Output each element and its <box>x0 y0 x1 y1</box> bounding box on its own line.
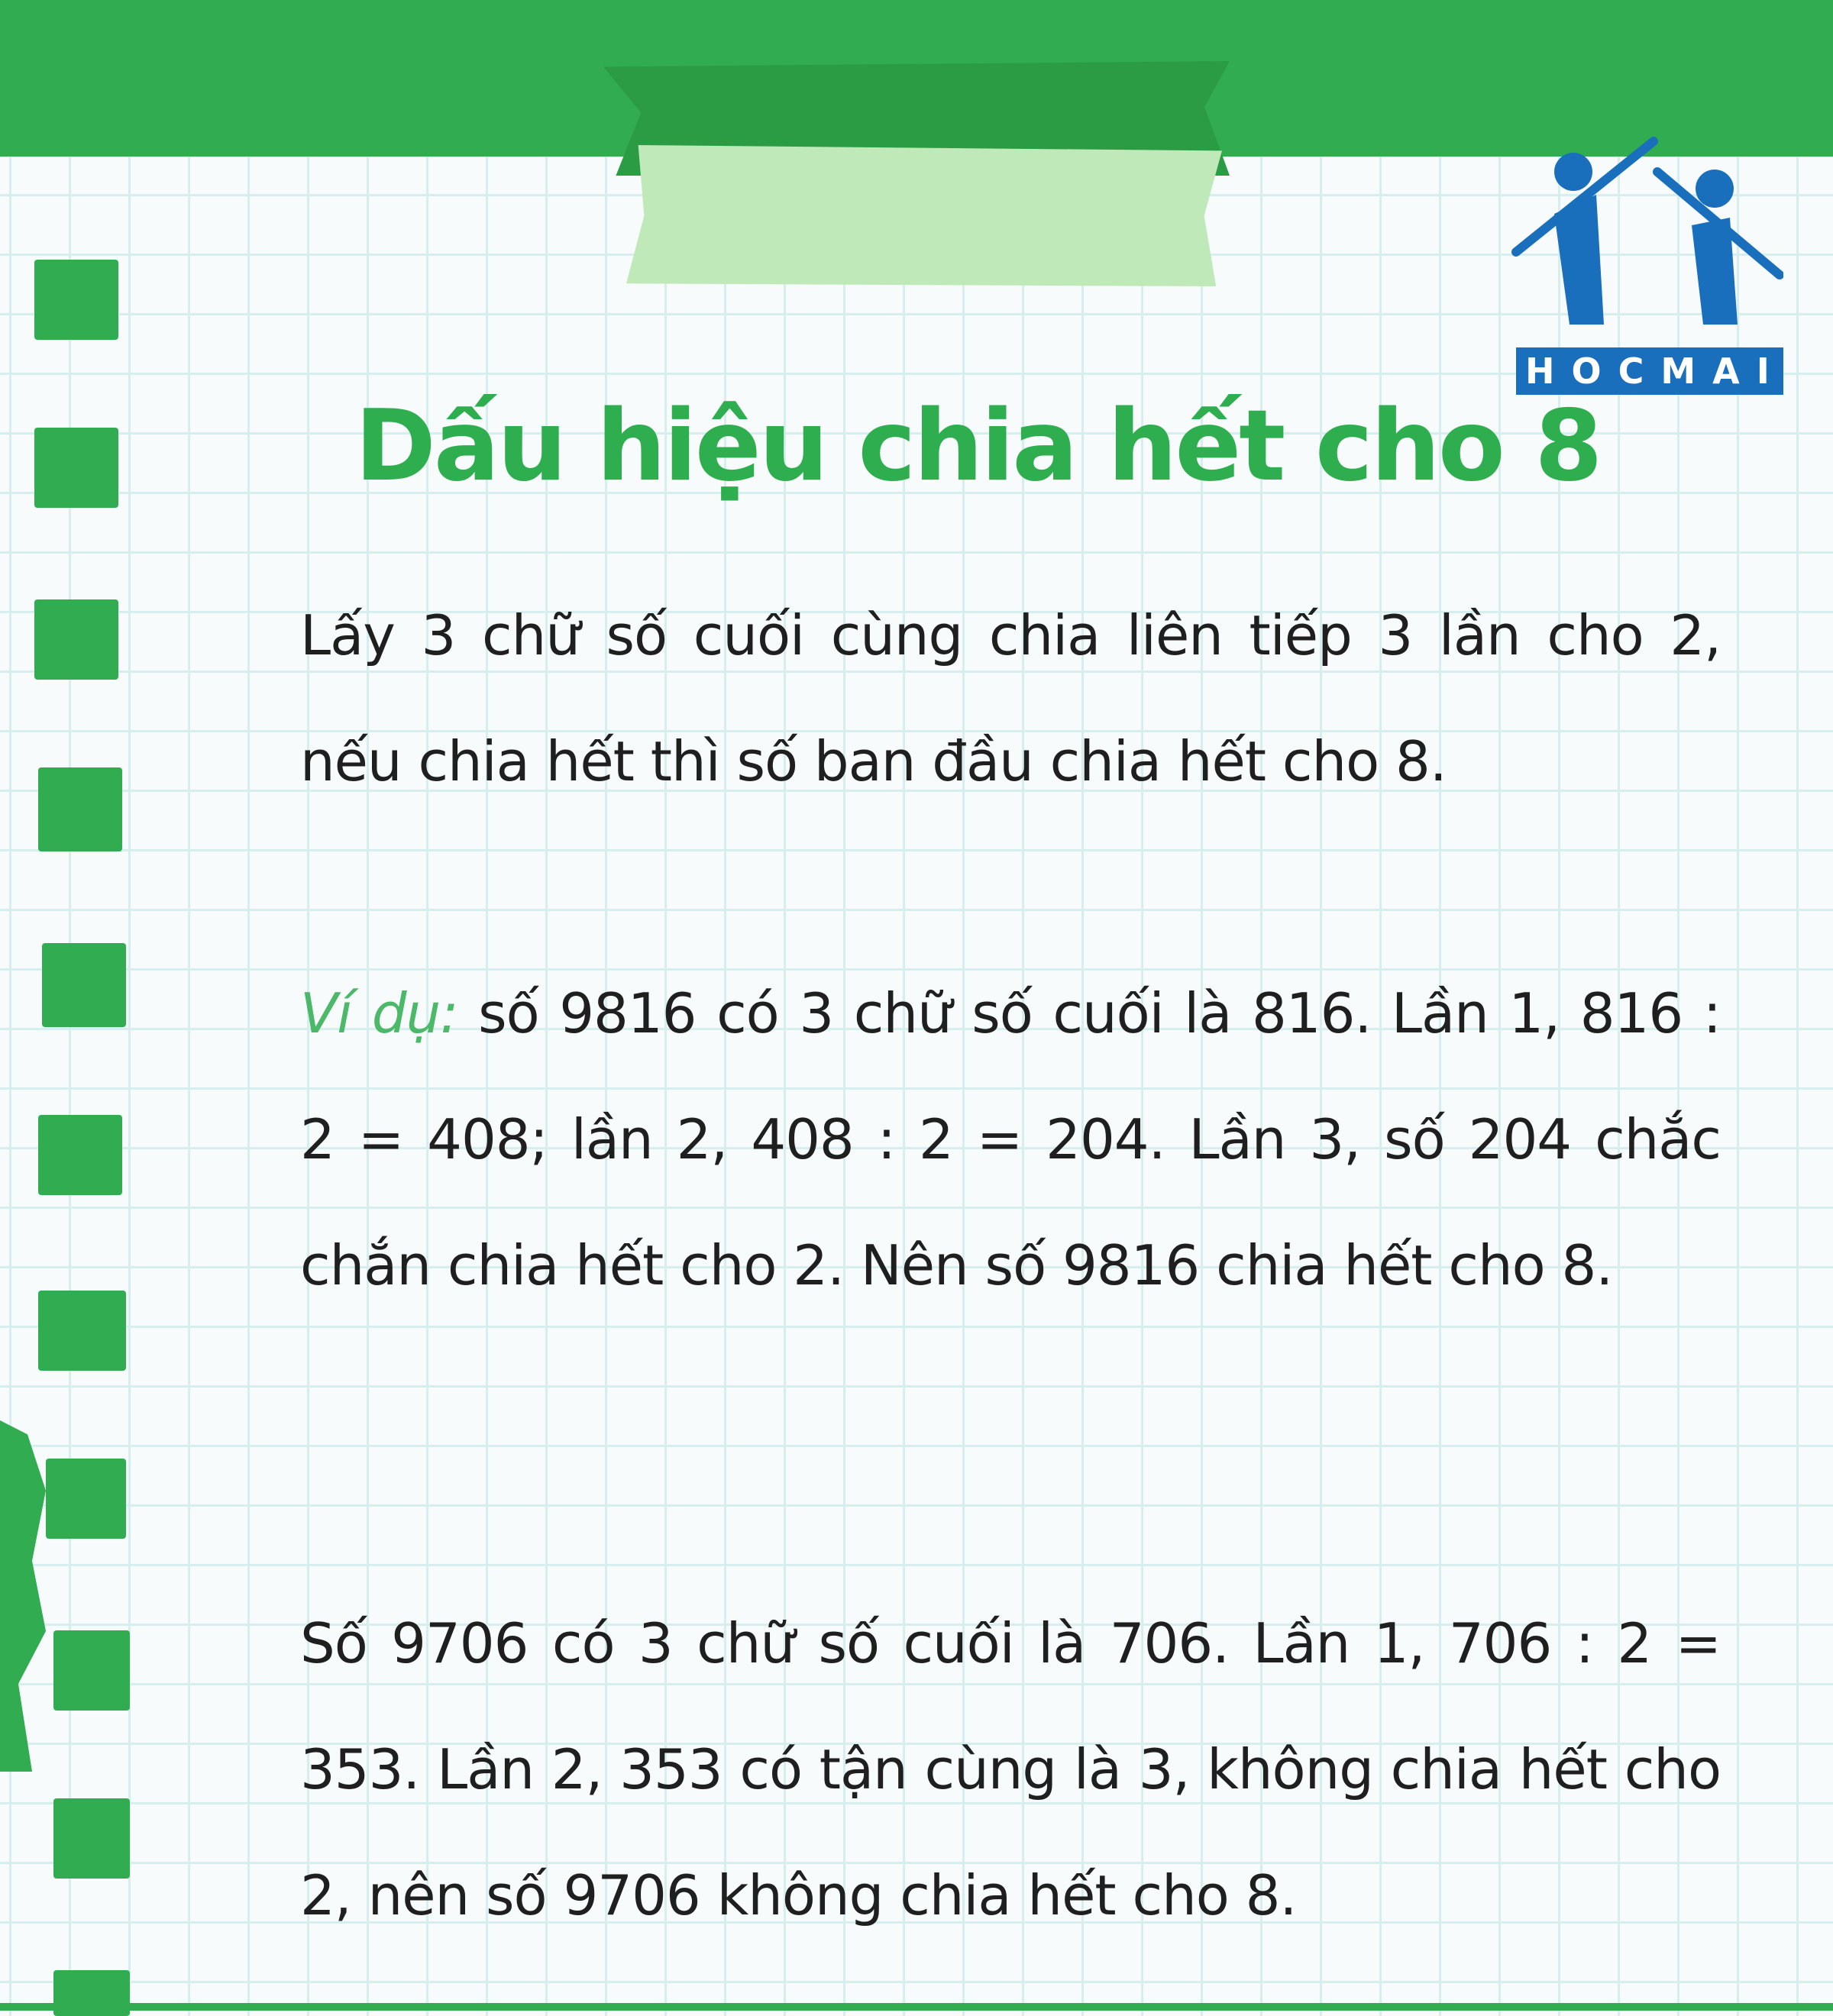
bottom-green-line <box>0 2003 1833 2011</box>
example-text: số 9816 có 3 chữ số cuối là 816. Lần 1, 816 : 2 = 408; lần 2, 408 : 2 = 204. Lần 3, số 204 chắc chắn chia hết cho 2. Nên số 9816 chia hết cho 8. <box>300 981 1721 1297</box>
rule-paragraph: Lấy 3 chữ số cuối cùng chia liên tiếp 3 lần cho 2, nếu chia hết thì số ban đầu chia hết cho 8. <box>300 603 1721 793</box>
binder-hole <box>38 1291 126 1371</box>
binder-hole <box>42 943 126 1027</box>
counter-example-paragraph: Số 9706 có 3 chữ số cuối là 706. Lần 1, 706 : 2 = 353. Lần 2, 353 có tận cùng là 3, không chia hết cho 2, nên số 9706 không chia hết cho 8. <box>300 1611 1721 1927</box>
binder-hole <box>34 260 118 340</box>
binder-hole <box>38 767 122 851</box>
tape-light-strip <box>626 145 1222 286</box>
binder-hole <box>53 1798 130 1879</box>
binder-hole <box>34 428 118 508</box>
example-paragraph <box>300 951 1721 1329</box>
binder-hole <box>46 1459 126 1539</box>
binder-hole <box>34 599 118 680</box>
binder-hole <box>53 1630 130 1711</box>
logo-text: HOCMAI <box>1516 347 1783 395</box>
binder-hole <box>38 1115 122 1195</box>
example-label: Ví dụ: <box>300 981 458 1045</box>
page-title: Dấu hiệu chia hết cho 8 <box>354 389 1601 503</box>
torn-edge <box>0 1420 46 1772</box>
